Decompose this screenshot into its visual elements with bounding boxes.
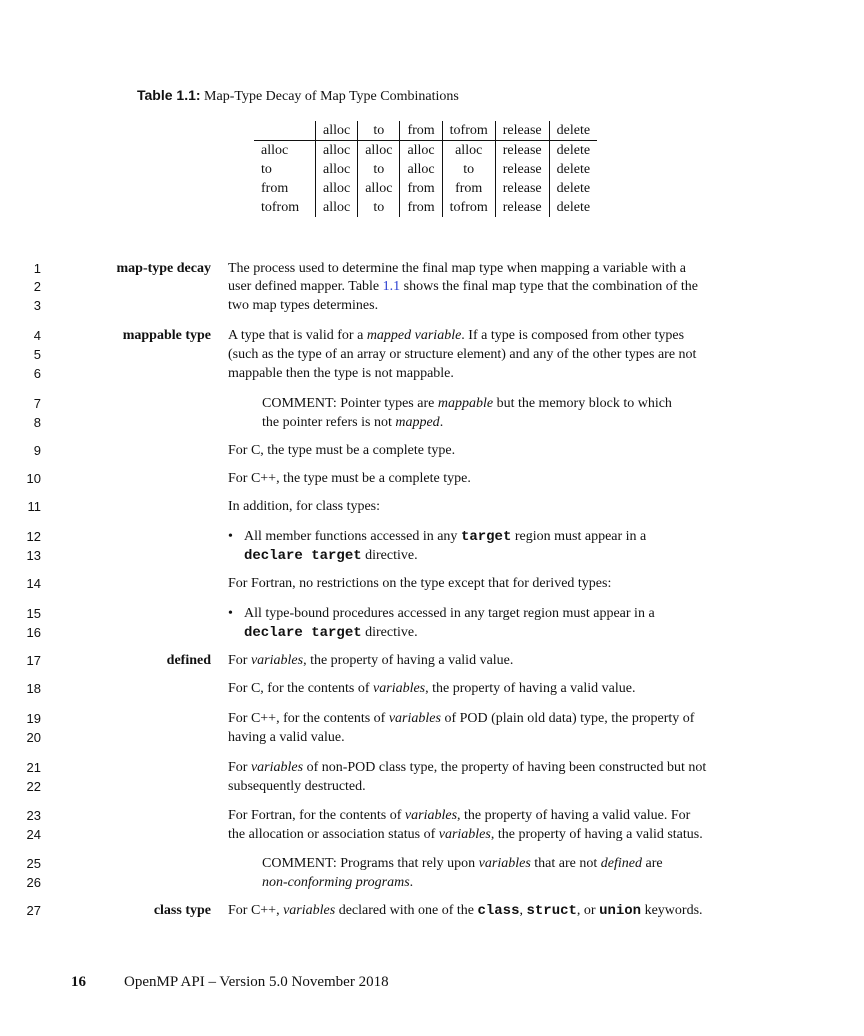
table-cell: to (358, 160, 400, 179)
bullet-line: All type-bound procedures accessed in any target region must appear in a (244, 606, 655, 621)
bullet-line (244, 529, 646, 545)
line-number: 18 (26, 681, 41, 696)
line-number: 6 (33, 366, 41, 381)
body-line (228, 711, 694, 727)
table-cell: release (495, 198, 549, 217)
table-cell: alloc (400, 160, 442, 179)
text-run: COMMENT: Pointer types are (262, 396, 438, 411)
text-run: . (439, 415, 444, 430)
body-line (228, 808, 690, 824)
text-run: , (519, 903, 527, 918)
table-cell: alloc (358, 179, 400, 198)
line-number: 21 (26, 760, 41, 775)
line-number: 19 (26, 711, 41, 726)
column-header: from (400, 121, 442, 141)
italic-run: mapped variable (366, 328, 462, 343)
body-line: For C, the type must be a complete type. (228, 443, 456, 458)
table-cell: alloc (316, 141, 358, 161)
text-run: For Fortran, for the contents of (228, 808, 405, 823)
table-cell: tofrom (442, 198, 495, 217)
text-run: A type that is valid for a (228, 328, 367, 343)
line-number: 26 (26, 875, 41, 890)
body-line: having a valid value. (228, 730, 345, 745)
table-cell: release (495, 179, 549, 198)
text-run: , the property of having a valid value. For (457, 808, 691, 823)
table-corner-cell (254, 121, 316, 141)
line-number: 8 (33, 415, 41, 430)
line-number: 20 (26, 730, 41, 745)
body-line: In addition, for class types: (228, 499, 381, 514)
text-run: the pointer refers is not (262, 415, 396, 430)
text-run: of non-POD class type, the property of having been constructed but not (303, 760, 707, 775)
text-run: , or (576, 903, 600, 918)
body-line: subsequently destructed. (228, 779, 366, 794)
italic-run: variables (250, 653, 304, 668)
row-header: alloc (261, 143, 289, 158)
table-cell: alloc (400, 141, 442, 161)
code-run: declare target (244, 548, 362, 564)
table-row (254, 160, 597, 179)
text-run: For C++, (228, 903, 284, 918)
column-header: delete (549, 121, 597, 141)
text-run: shows the final map type that the combination of the (400, 279, 698, 294)
table-label: Table 1.1: (137, 87, 201, 103)
table-cell: delete (549, 198, 597, 217)
text-run: directive. (361, 548, 418, 563)
text-run: the allocation or association status of (228, 827, 439, 842)
table-cell: alloc (316, 160, 358, 179)
table-cell: release (495, 160, 549, 179)
column-header: to (358, 121, 400, 141)
italic-run: variables (404, 808, 458, 823)
text-run: , the property of having a valid value. (425, 681, 636, 696)
text-run: COMMENT: Programs that rely upon (262, 856, 479, 871)
text-run: user defined mapper. Table (228, 279, 383, 294)
code-run: union (599, 903, 642, 919)
table-row (254, 198, 597, 217)
table-cell: to (358, 198, 400, 217)
line-number: 14 (26, 576, 41, 591)
line-number: 15 (26, 606, 41, 621)
text-run: . (409, 875, 414, 890)
italic-run: defined (600, 856, 642, 871)
table-cell: delete (549, 141, 597, 161)
text-run: but the memory block to which (493, 396, 672, 411)
body-line (228, 903, 703, 919)
bullet-icon: • (228, 606, 233, 621)
page-number: 16 (71, 974, 86, 990)
table-cell: alloc (316, 179, 358, 198)
column-header: tofrom (442, 121, 495, 141)
table-cell: release (495, 141, 549, 161)
footer-title: OpenMP API – Version 5.0 November 2018 (124, 974, 389, 990)
table-cell: from (442, 179, 495, 198)
text-run: For (228, 760, 251, 775)
column-header: alloc (316, 121, 358, 141)
body-line (228, 328, 684, 344)
table-cell: from (400, 198, 442, 217)
table-row (254, 141, 597, 161)
body-line: The process used to determine the final map type when mapping a variable with a (228, 261, 686, 276)
text-run: are (641, 856, 663, 871)
bullet-icon: • (228, 529, 233, 544)
body-line: (such as the type of an array or structure element) and any of the other types are not (228, 347, 697, 362)
line-number: 2 (33, 279, 41, 294)
italic-run: variables (438, 827, 491, 842)
text-run: . If a type is composed from other types (461, 328, 685, 343)
line-number: 16 (26, 625, 41, 640)
body-line (228, 827, 703, 843)
table-cell: alloc (358, 141, 400, 161)
row-header: from (261, 181, 289, 196)
text-run: of POD (plain old data) type, the property of (440, 711, 695, 726)
text-run: region must appear in a (511, 529, 647, 544)
text-run: For C, for the contents of (228, 681, 374, 696)
line-number: 10 (26, 471, 41, 486)
italic-run: variables (250, 760, 304, 775)
text-run: declared with one of the (335, 903, 478, 918)
line-number: 27 (26, 903, 41, 918)
text-run: For C++, for the contents of (228, 711, 389, 726)
table-ref-link[interactable]: 1.1 (382, 279, 401, 294)
line-number: 5 (33, 347, 41, 362)
table-cell: delete (549, 160, 597, 179)
italic-run: variables (283, 903, 336, 918)
column-header: release (495, 121, 549, 141)
italic-run: mappable (437, 396, 494, 411)
table-cell: alloc (316, 198, 358, 217)
term-map-type-decay: map-type decay (116, 261, 211, 276)
bullet-line (244, 625, 418, 641)
line-number: 11 (27, 499, 41, 514)
line-number: 9 (33, 443, 41, 458)
text-run: For (228, 653, 251, 668)
italic-run: variables (478, 856, 531, 871)
row-header: to (261, 162, 272, 177)
table-cell: delete (549, 179, 597, 198)
line-number: 13 (26, 548, 41, 563)
map-type-decay-table (254, 121, 597, 217)
table-cell: to (442, 160, 495, 179)
body-line: mappable then the type is not mappable. (228, 366, 454, 381)
line-number: 25 (26, 856, 41, 871)
line-number: 3 (33, 298, 41, 313)
line-number: 22 (26, 779, 41, 794)
term-mappable-type: mappable type (122, 328, 211, 343)
table-cell: alloc (442, 141, 495, 161)
code-run: struct (526, 903, 577, 919)
comment-line (262, 415, 443, 431)
row-header: tofrom (261, 200, 300, 215)
italic-run: mapped (395, 415, 440, 430)
body-line (228, 653, 513, 669)
line-number: 7 (33, 396, 41, 411)
comment-line (262, 856, 663, 872)
line-number: 1 (33, 261, 41, 276)
body-line (228, 681, 635, 697)
term-defined: defined (166, 653, 211, 668)
italic-run: variables (373, 681, 426, 696)
bullet-line (244, 548, 418, 564)
code-run: declare target (244, 625, 362, 641)
line-number: 23 (26, 808, 41, 823)
term-class-type: class type (153, 903, 211, 918)
comment-line (262, 875, 413, 891)
table-cell: from (400, 179, 442, 198)
table-header-row (254, 121, 597, 141)
italic-run: variables (388, 711, 441, 726)
body-line: For C++, the type must be a complete type. (228, 471, 471, 486)
line-number: 4 (33, 328, 41, 343)
text-run: that are not (530, 856, 601, 871)
text-run: , the property of having a valid value. (303, 653, 514, 668)
code-run: class (477, 903, 520, 919)
line-number: 24 (26, 827, 41, 842)
line-number: 17 (26, 653, 41, 668)
line-number: 12 (26, 529, 41, 544)
comment-line (262, 396, 672, 412)
text-run: directive. (361, 625, 418, 640)
text-run: , the property of having a valid status. (490, 827, 703, 842)
body-line (228, 760, 706, 776)
body-line: two map types determines. (228, 298, 379, 313)
text-run: keywords. (641, 903, 703, 918)
table-caption-text: Map-Type Decay of Map Type Combinations (204, 89, 459, 104)
code-run: target (460, 529, 512, 545)
body-line: For Fortran, no restrictions on the type except that for derived types: (228, 576, 612, 591)
text-run: All member functions accessed in any (244, 529, 461, 544)
table-row (254, 179, 597, 198)
italic-run: non-conforming programs (262, 875, 410, 890)
body-line (228, 279, 698, 295)
table-caption (137, 87, 459, 105)
